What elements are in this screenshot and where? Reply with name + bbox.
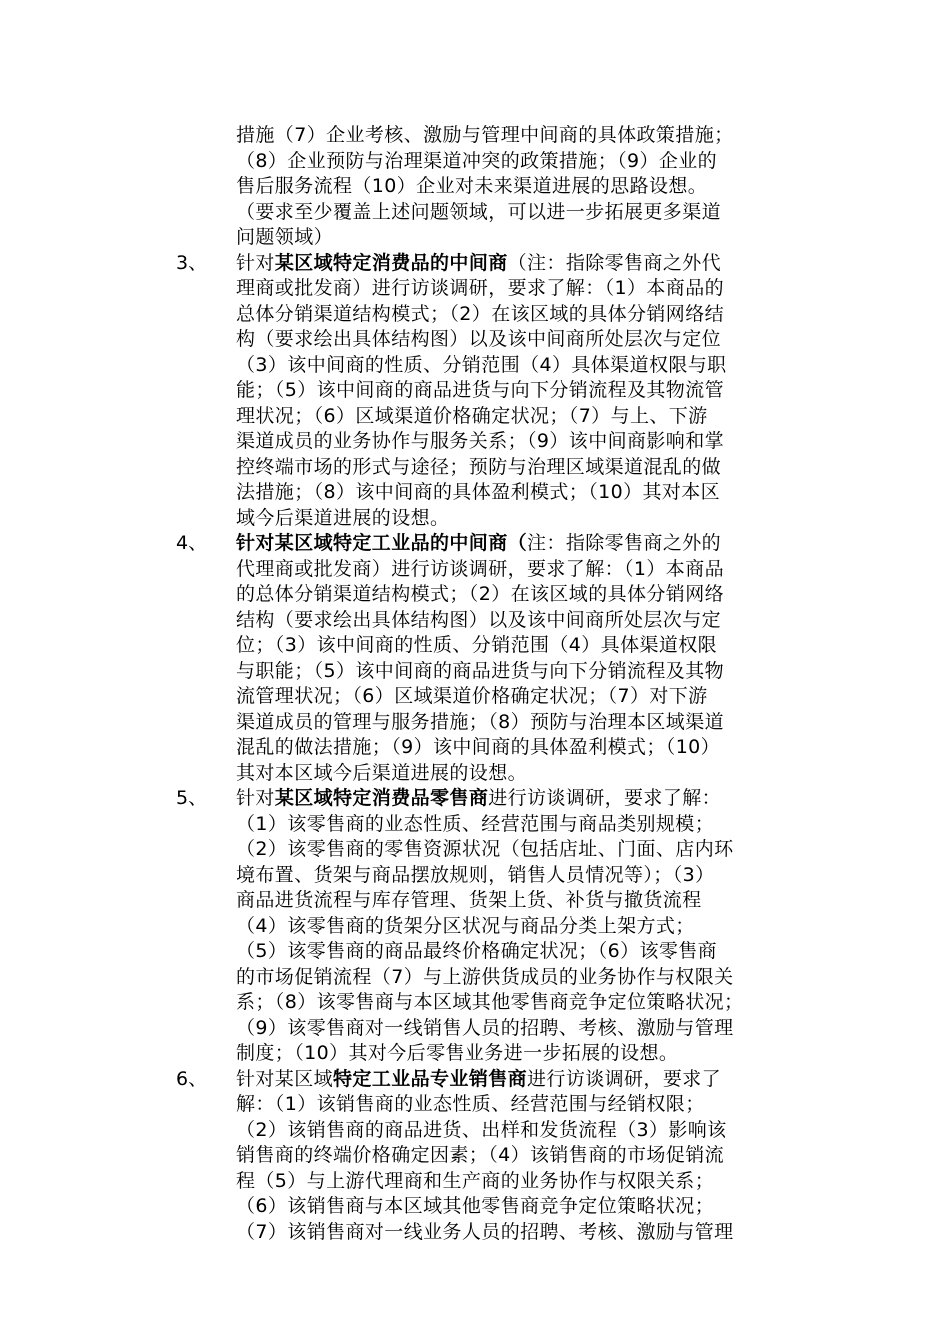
text-line: 境布置、货架与商品摆放规则，销售人员情况等）；（3） <box>236 864 715 886</box>
text-line: （5）该零售商的商品最终价格确定状况；（6）该零售商 <box>236 940 718 962</box>
item-number: 5、 <box>176 787 208 809</box>
text-line: 能；（5）该中间商的商品进货与向下分销流程及其物流管 <box>236 379 724 401</box>
item-number: 6、 <box>176 1068 208 1090</box>
text-line: 其对本区域今后渠道进展的设想。 <box>236 762 528 784</box>
text-line: 代理商或批发商）进行访谈调研，要求了解：（1）本商品 <box>236 558 724 580</box>
item-first-line: 针对某区域特定工业品专业销售商进行访谈调研，要求了 <box>236 1068 722 1090</box>
text-line: 与职能；（5）该中间商的商品进货与向下分销流程及其物 <box>236 660 724 682</box>
text-line: 系；（8）该零售商与本区域其他零售商竞争定位策略状况； <box>236 991 744 1013</box>
text-line: 的市场促销流程（7）与上游供货成员的业务协作与权限关 <box>236 966 734 988</box>
item-number: 4、 <box>176 532 208 554</box>
text-line: （9）该零售商对一线销售人员的招聘、考核、激励与管理 <box>236 1017 734 1039</box>
text-line: 总体分销渠道结构模式；（2）在该区域的具体分销网络结 <box>236 303 724 325</box>
text-line: 的总体分销渠道结构模式；（2）在该区域的具体分销网络 <box>236 583 724 605</box>
text-line: 构（要求绘出具体结构图）以及该中间商所处层次与定位 <box>236 328 722 350</box>
text-line: 商品进货流程与库存管理、货架上货、补货与撤货流程 <box>236 889 702 911</box>
text-line: 法措施；（8）该中间商的具体盈利模式；（10）其对本区 <box>236 481 721 503</box>
text-line: 渠道成员的业务协作与服务关系；（9）该中间商影响和掌 <box>236 430 724 452</box>
text-line: 混乱的做法措施；（9）该中间商的具体盈利模式；（10） <box>236 736 721 758</box>
text-line: 理状况；（6）区域渠道价格确定状况；（7）与上、下游 <box>236 405 708 427</box>
text-line: （8）企业预防与治理渠道冲突的政策措施；（9）企业的 <box>236 150 718 172</box>
item-first-line: 针对某区域特定消费品的中间商（注：指除零售商之外代 <box>236 252 722 274</box>
text-line: 制度；（10）其对今后零售业务进一步拓展的设想。 <box>236 1042 679 1064</box>
text-line: 渠道成员的管理与服务措施；（8）预防与治理本区域渠道 <box>236 711 724 733</box>
text-line: 问题领域） <box>236 226 334 248</box>
text-line: （1）该零售商的业态性质、经营范围与商品类别规模； <box>236 813 715 835</box>
text-line: （2）该零售商的零售资源状况（包括店址、门面、店内环 <box>236 838 734 860</box>
text-line: 理商或批发商）进行访谈调研，要求了解：（1）本商品的 <box>236 277 724 299</box>
text-line: 位；（3）该中间商的性质、分销范围（4）具体渠道权限 <box>236 634 718 656</box>
text-line: （4）该零售商的货架分区状况与商品分类上架方式； <box>236 915 695 937</box>
text-line: 程（5）与上游代理商和生产商的业务协作与权限关系； <box>236 1170 715 1192</box>
text-line: 流管理状况；（6）区域渠道价格确定状况；（7）对下游 <box>236 685 708 707</box>
text-line: （要求至少覆盖上述问题领域，可以进一步拓展更多渠道 <box>236 201 722 223</box>
text-line: 销售商的终端价格确定因素；（4）该销售商的市场促销流 <box>236 1144 724 1166</box>
text-line: （6）该销售商与本区域其他零售商竞争定位策略状况； <box>236 1195 715 1217</box>
item-first-line: 针对某区域特定消费品零售商进行访谈调研，要求了解： <box>236 787 722 809</box>
text-line: 结构（要求绘出具体结构图）以及该中间商所处层次与定 <box>236 609 722 631</box>
text-line: （3）该中间商的性质、分销范围（4）具体渠道权限与职 <box>236 354 727 376</box>
item-first-line: 针对某区域特定工业品的中间商（注：指除零售商之外的 <box>236 532 722 554</box>
text-line: （2）该销售商的商品进货、出样和发货流程（3）影响该 <box>236 1119 727 1141</box>
item-number: 3、 <box>176 252 208 274</box>
text-line: 控终端市场的形式与途径；预防与治理区域渠道混乱的做 <box>236 456 722 478</box>
text-line: （7）该销售商对一线业务人员的招聘、考核、激励与管理 <box>236 1221 734 1243</box>
text-line: 售后服务流程（10）企业对未来渠道进展的思路设想。 <box>236 175 708 197</box>
text-line: 域今后渠道进展的设想。 <box>236 507 450 529</box>
text-line: 措施（7）企业考核、激励与管理中间商的具体政策措施； <box>236 124 734 146</box>
text-line: 解：（1）该销售商的业态性质、经营范围与经销权限； <box>236 1093 705 1115</box>
